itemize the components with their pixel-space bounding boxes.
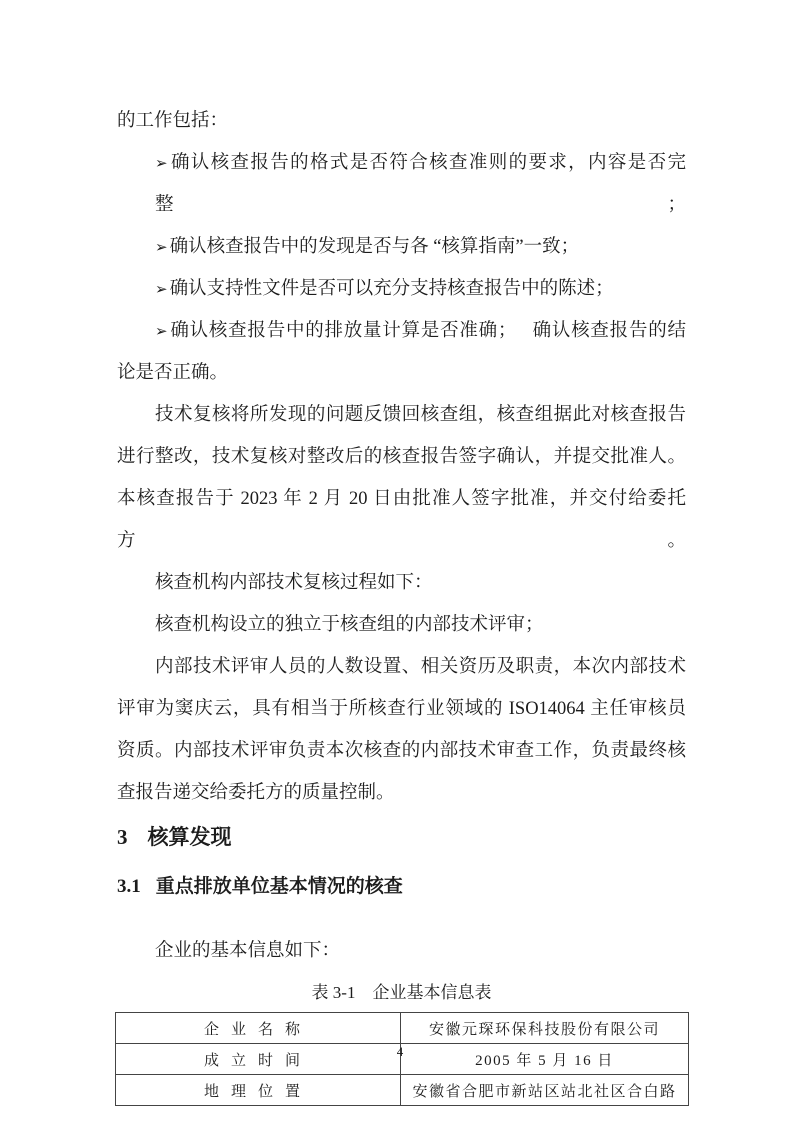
subsection-heading [117, 872, 686, 902]
subsection-title: 重点排放单位基本情况的核查 [155, 876, 403, 897]
arrow-bullet-icon: ➢ [155, 322, 168, 340]
text-line: ➢ 确认核查报告中的发现是否与各 “核算指南”一致； [155, 237, 580, 257]
page-number: 4 [396, 1044, 404, 1059]
text-line: 核查机构内部技术复核过程如下： [155, 573, 433, 593]
page-content [117, 100, 686, 1106]
text-line: 本核查报告于 2023 年 2 月 20 日由批准人签字批准，并交付给委托方。 [117, 489, 686, 551]
company-info-table [115, 1012, 689, 1106]
table-row [116, 1013, 689, 1044]
subsection-number: 3.1 [117, 876, 141, 897]
text-line: 核查机构设立的独立于核查组的内部技术评审； [155, 615, 544, 635]
table-label-cell: 地理位置 [116, 1075, 401, 1106]
text-line: 进行整改，技术复核对整改后的核查报告签字确认，并提交批准人。 [117, 447, 686, 467]
text-line: 资质。内部技术评审负责本次核查的内部技术审查工作，负责最终核 [117, 741, 686, 761]
text-line: 技术复核将所发现的问题反馈回核查组，核查组据此对核查报告 [155, 405, 686, 425]
text-line: ➢ 确认支持性文件是否可以充分支持核查报告中的陈述； [155, 279, 614, 299]
table-value-cell: 2005 年 5 月 16 日 [401, 1044, 689, 1075]
body-text [117, 100, 686, 814]
text-line: 内部技术评审人员的人数设置、相关资历及职责，本次内部技术 [155, 657, 686, 677]
text-line: ➢ 确认核查报告的格式是否符合核查准则的要求，内容是否完整； [155, 153, 686, 215]
table-row [116, 1075, 689, 1106]
text-line: 评审为窦庆云，具有相当于所核查行业领域的 ISO14064 主任审核员 [117, 699, 686, 719]
table-value-cell: 安徽省合肥市新站区站北社区合白路 [401, 1075, 689, 1106]
text-line: 的工作包括： [117, 111, 229, 131]
table-title: 表 3-1 企业基本信息表 [311, 983, 492, 1002]
arrow-bullet-icon: ➢ [155, 154, 168, 172]
section-heading [117, 820, 686, 854]
text-line: 论是否正确。 [117, 363, 229, 383]
intro-line: 企业的基本信息如下： [155, 941, 341, 961]
section-number: 3 [117, 825, 128, 849]
section-title: 核算发现 [147, 825, 232, 849]
arrow-bullet-icon: ➢ [155, 280, 168, 298]
text-line: 查报告递交给委托方的质量控制。 [117, 783, 395, 803]
arrow-bullet-icon: ➢ [155, 238, 168, 256]
table-label-cell: 企业名称 [116, 1013, 401, 1044]
text-line: ➢ 确认核查报告中的排放量计算是否准确； 确认核查报告的结 [155, 321, 686, 341]
table-value-cell: 安徽元琛环保科技股份有限公司 [401, 1013, 689, 1044]
table-label-cell: 成立时间 [116, 1044, 401, 1075]
